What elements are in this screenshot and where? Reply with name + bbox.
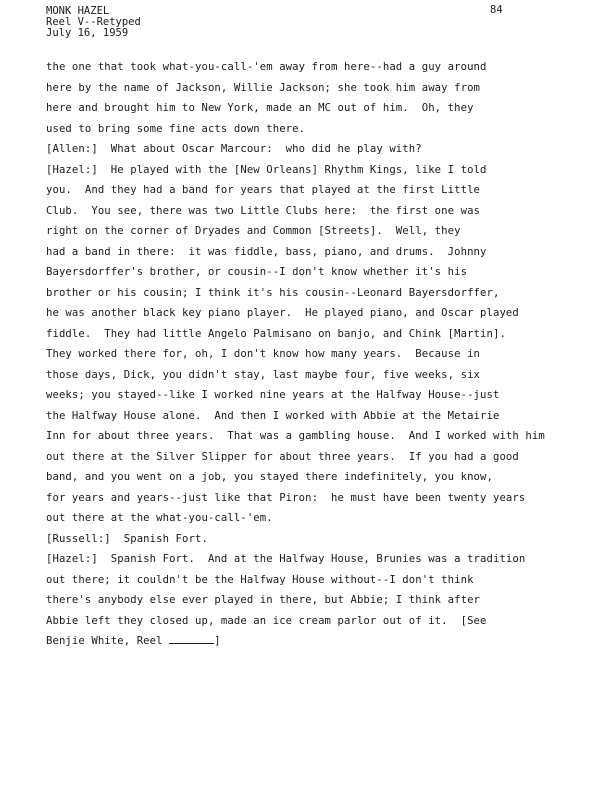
transcript-line: you. And they had a band for years that played at the first Little (46, 184, 481, 196)
header-reel: Reel V--Retyped (46, 16, 141, 28)
transcript-line: Abbie left they closed up, made an ice cream parlor out of it. [See (46, 614, 487, 627)
last-line-text: Benjie White, Reel (46, 635, 170, 647)
transcript-line: right on the corner of Dryades and Common [Streets]. Well, they (46, 225, 461, 237)
transcript-line: used to bring some fine acts down there. (46, 122, 306, 135)
transcript-line: here and brought him to New York, made an MC out of him. Oh, they (46, 102, 474, 114)
transcript-line: out there; it couldn't be the Halfway House without--I don't think (46, 573, 474, 586)
transcript-line: weeks; you stayed--like I worked nine years at the Halfway House--just (46, 389, 500, 401)
transcript-line: out there at the what-you-call-'em. (46, 512, 273, 524)
transcript-line: the one that took what-you-call-'em away from here--had a guy around (46, 61, 487, 73)
transcript-line: for years and years--just like that Piron: he must have been twenty years (46, 491, 526, 504)
transcript-line: [Russell:] Spanish Fort. (46, 532, 208, 545)
last-line-close-bracket: ] (214, 635, 221, 647)
page-number: 84 (490, 4, 503, 16)
transcript-line: here by the name of Jackson, Willie Jackson; she took him away from (46, 81, 481, 94)
transcript-line: [Allen:] What about Oscar Marcour: who did he play with? (46, 143, 422, 155)
transcript-line: he was another black key piano player. He played piano, and Oscar played (46, 307, 519, 319)
transcript-last-line (46, 631, 566, 652)
transcript-line: brother or his cousin; I think it's his cousin--Leonard Bayersdorffer, (46, 286, 500, 299)
reel-number-blank (169, 633, 214, 644)
transcript-line: there's anybody else ever played in there, but Abbie; I think after (46, 594, 481, 606)
transcript-line: Club. You see, there was two Little Clubs here: the first one was (46, 204, 481, 217)
transcript-line: band, and you went on a job, you stayed there indefinitely, you know, (46, 471, 493, 483)
transcript-line: [Hazel:] Spanish Fort. And at the Halfway House, Brunies was a tradition (46, 553, 526, 565)
transcript-line: They worked there for, oh, I don't know how many years. Because in (46, 348, 481, 360)
transcript-header (46, 6, 141, 39)
transcript-line: out there at the Silver Slipper for about three years. If you had a good (46, 450, 519, 463)
transcript-line: Bayersdorffer's brother, or cousin--I don't know whether it's his (46, 266, 468, 278)
transcript-line: fiddle. They had little Angelo Palmisano on banjo, and Chink [Martin]. (46, 327, 506, 340)
header-date: July 16, 1959 (46, 27, 129, 39)
transcript-line: those days, Dick, you didn't stay, last maybe four, five weeks, six (46, 368, 481, 381)
transcript-line: [Hazel:] He played with the [New Orleans] Rhythm Kings, like I told (46, 163, 487, 176)
transcript-line: Inn for about three years. That was a gambling house. And I worked with him (46, 430, 545, 442)
transcript-body (46, 57, 566, 652)
transcript-line: the Halfway House alone. And then I worked with Abbie at the Metairie (46, 409, 500, 422)
transcript-line: had a band in there: it was fiddle, bass, piano, and drums. Johnny (46, 245, 487, 258)
header-interviewee: MONK HAZEL (46, 5, 110, 17)
